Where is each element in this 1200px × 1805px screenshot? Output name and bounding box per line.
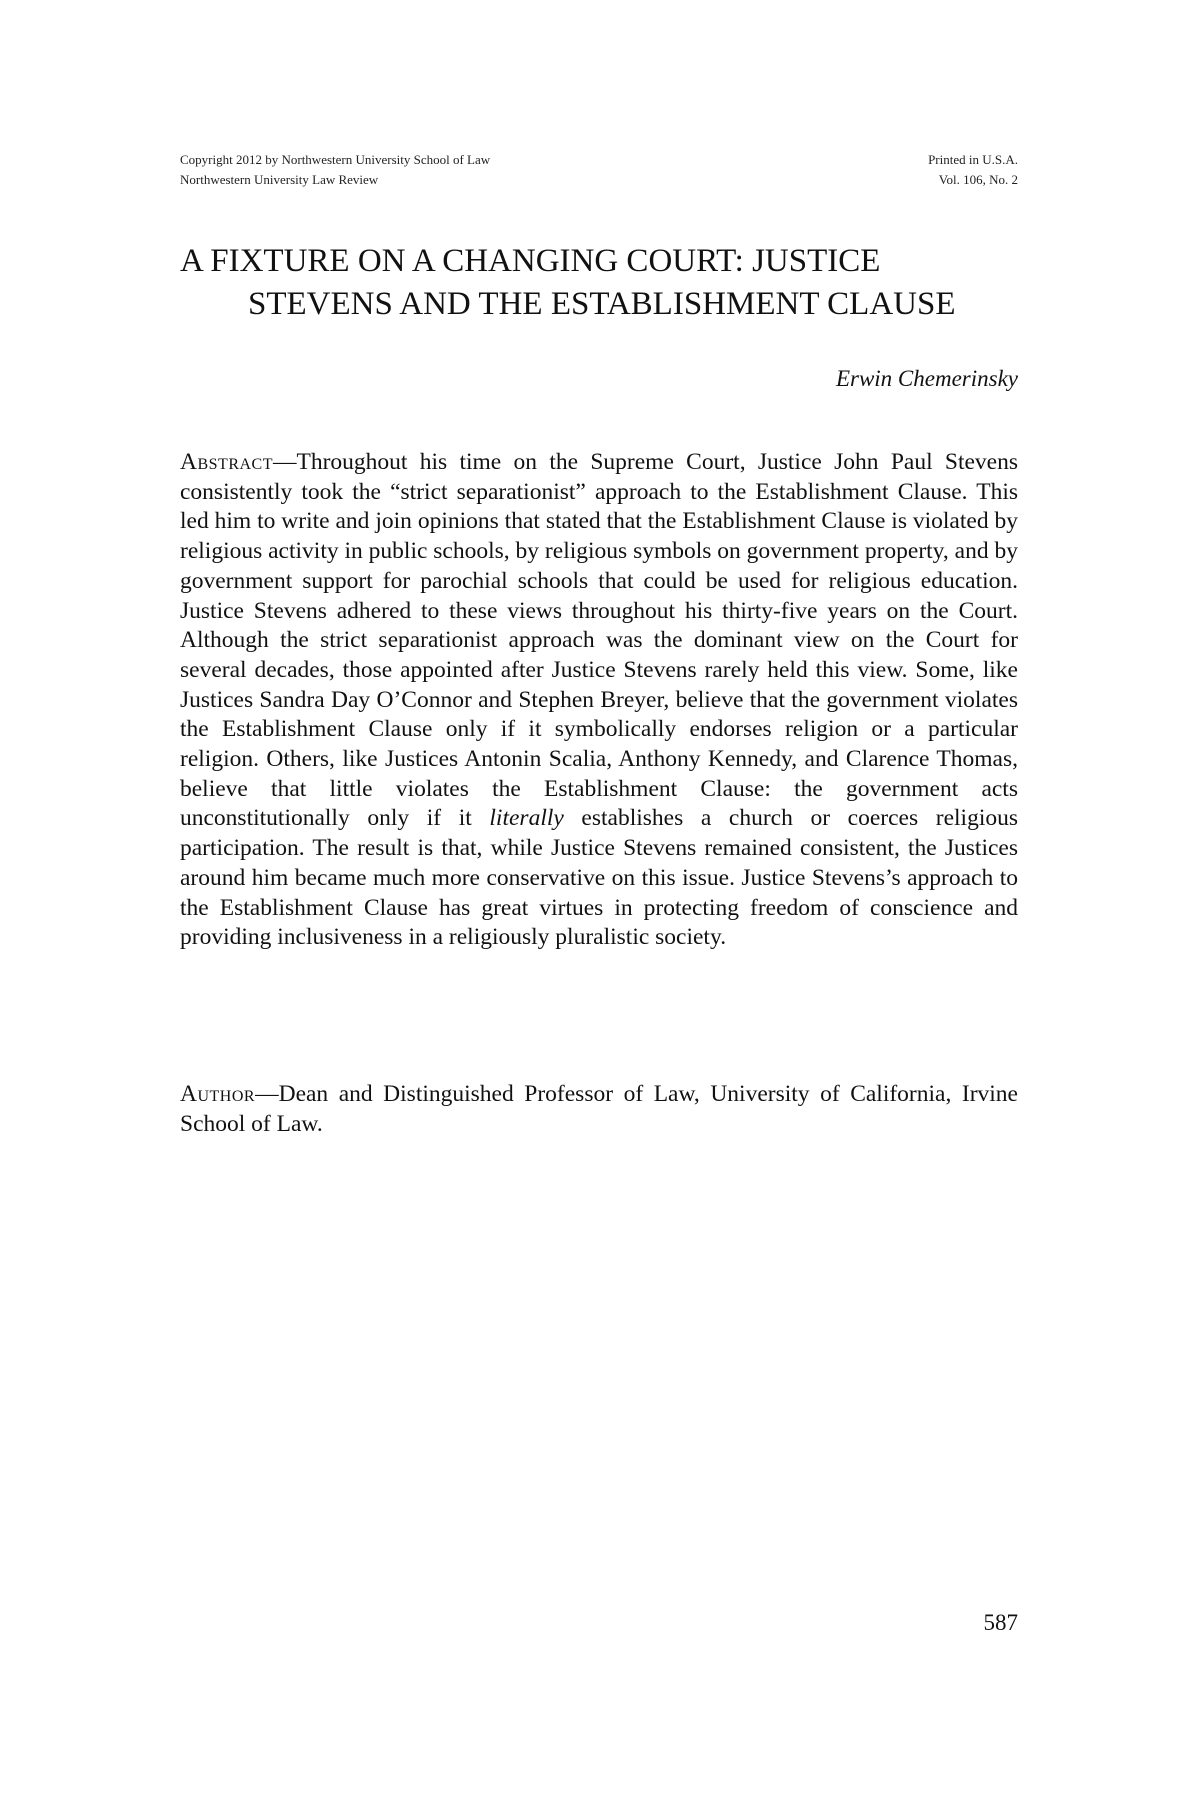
- printed-notice: Printed in U.S.A.: [928, 152, 1018, 167]
- author-note-dash: —: [255, 1081, 279, 1107]
- header-row-2: [180, 170, 1018, 190]
- page-header: [180, 150, 1018, 190]
- author-name: Erwin Chemerinsky: [835, 366, 1018, 391]
- title-line-1: A FIXTURE ON A CHANGING COURT: JUSTICE: [180, 243, 881, 279]
- abstract-paragraph: [180, 448, 1018, 953]
- abstract-text-2: establishes a church or coerces religious participation. The result is that, while Justice Stevens remained consistent, the Justices around him became much more conservative on this issue. Justice Stevens’s approach to the Establishment Clause has great virtues in protecting freedom of conscience and providing inclusiveness in a religiously pluralistic society.: [180, 805, 1018, 951]
- abstract-italic-word: literally: [489, 805, 564, 832]
- header-row-1: [180, 150, 1018, 170]
- volume-number: Vol. 106, No. 2: [938, 172, 1018, 187]
- page-number: 587: [983, 1610, 1018, 1635]
- article-title: [180, 240, 1020, 326]
- journal-name: Northwestern University Law Review: [180, 172, 379, 187]
- abstract-text-1: Throughout his time on the Supreme Court, Justice John Paul Stevens consistently took the “strict separationist” approach to the Establishment Clause. This led him to write and join opinions that stated that the Establishment Clause is violated by religious activity in public schools, by religious symbols on government property, and by government support for parochial schools that could be used for religious education. Justice Stevens adhered to these views throughout his thirty-five years on the Court. Although the strict separationist approach was the dominant view on the Court for several decades, those appointed after Justice Stevens rarely held this view. Some, like Justices Sandra Day O’Connor and Stephen Breyer, believe that the government violates the Establishment Clause only if it symbolically endorses religion or a particular religion. Others, like Justices Antonin Scalia, Anthony Kennedy, and Clarence Thomas, believe that little violates the Establishment Clause: the government acts unconstitutionally only if it: [180, 449, 1018, 832]
- abstract-label: Abstract: [180, 449, 273, 475]
- author-note-label: Author: [180, 1081, 256, 1107]
- copyright-notice: Copyright 2012 by Northwestern University School of Law: [180, 152, 491, 167]
- title-line-2: STEVENS AND THE ESTABLISHMENT CLAUSE: [248, 286, 956, 322]
- abstract-dash: —: [273, 449, 297, 475]
- author-note-paragraph: [180, 1080, 1018, 1139]
- author-note-text: Dean and Distinguished Professor of Law, University of California, Irvine School of Law.: [180, 1081, 1018, 1137]
